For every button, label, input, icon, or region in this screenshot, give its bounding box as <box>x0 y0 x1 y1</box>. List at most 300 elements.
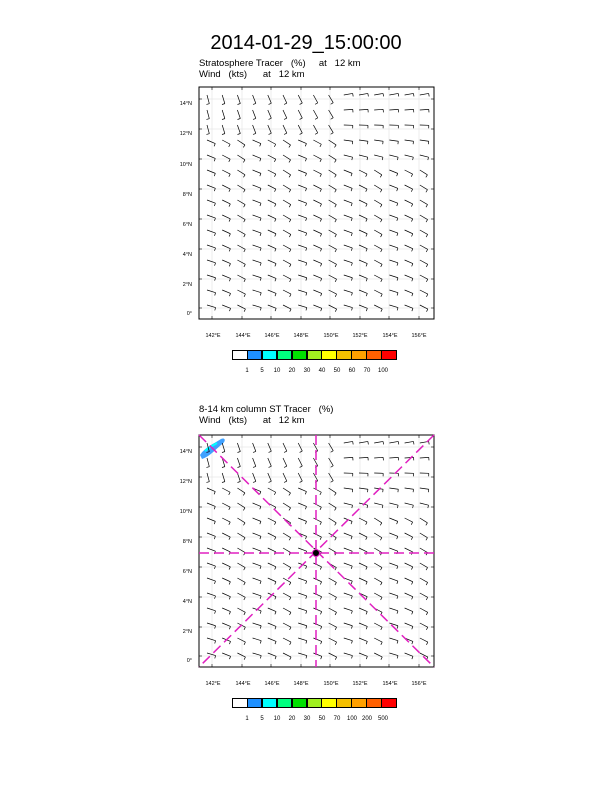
wind-barb <box>313 533 321 537</box>
wind-barb <box>214 492 215 495</box>
colorbar-label: 20 <box>288 368 296 374</box>
wind-barb <box>329 488 337 493</box>
wind-barb <box>344 638 353 641</box>
wind-barb <box>335 568 337 571</box>
wind-barb <box>207 608 216 611</box>
wind-barb <box>313 518 321 522</box>
wind-barb <box>405 488 414 489</box>
colorbar-swatch <box>262 698 278 708</box>
wind-barb <box>313 638 321 641</box>
colorbar-swatch <box>351 698 367 708</box>
wind-barb <box>351 626 352 629</box>
colorbar-swatch <box>336 698 352 708</box>
wind-barb <box>381 657 382 660</box>
wind-barb <box>260 521 261 524</box>
wind-barb <box>222 608 230 612</box>
wind-barb <box>405 548 413 552</box>
lat-label: 10°N <box>179 509 192 515</box>
wind-barb <box>351 596 352 599</box>
wind-barb <box>397 596 398 599</box>
lat-label: 12°N <box>179 131 192 137</box>
wind-barb <box>380 568 382 571</box>
wind-barb <box>389 593 398 596</box>
wind-barb <box>398 441 399 444</box>
wind-barb <box>331 451 334 453</box>
panel2-wind-label: Wind (kts) at 12 km <box>199 415 305 426</box>
lat-label: 12°N <box>179 479 192 485</box>
wind-barb <box>426 612 427 615</box>
wind-barb <box>260 536 261 539</box>
lon-label: 156°E <box>411 681 427 687</box>
wind-barb <box>275 641 276 644</box>
wind-barb <box>405 503 414 505</box>
lon-label: 152°E <box>352 333 368 339</box>
colorbar-label: 1 <box>245 716 249 722</box>
wind-barb <box>222 473 225 482</box>
wind-barb <box>321 641 322 644</box>
wind-barb <box>366 612 367 615</box>
wind-barb <box>207 653 216 656</box>
wind-barb <box>397 536 398 539</box>
lon-label: 142°E <box>205 681 221 687</box>
wind-barb <box>206 482 209 483</box>
wind-barb <box>298 458 302 466</box>
wind-barb <box>283 638 291 642</box>
colorbar-label: 200 <box>361 716 372 722</box>
wind-barb <box>243 493 245 496</box>
wind-barb <box>229 522 230 525</box>
colorbar-swatch <box>232 698 248 708</box>
wind-barb <box>283 608 291 612</box>
wind-barb <box>335 657 336 660</box>
wind-barb <box>306 641 307 644</box>
wind-barb <box>383 441 384 444</box>
lat-label: 0° <box>186 311 192 317</box>
wind-barb <box>426 627 427 630</box>
wind-barb <box>344 488 353 489</box>
wind-barb <box>351 536 352 539</box>
wind-barb <box>374 441 383 443</box>
wind-barb <box>229 612 230 615</box>
wind-barb <box>244 657 245 660</box>
wind-barb <box>289 612 290 615</box>
wind-barb <box>215 611 216 614</box>
colorbar-label: 60 <box>348 368 356 374</box>
wind-barb <box>237 593 245 597</box>
panel2-field-label: 8-14 km column ST Tracer (%) <box>199 404 334 415</box>
wind-barb <box>331 466 334 468</box>
wind-barb <box>237 638 245 642</box>
wind-barb <box>420 457 429 458</box>
lon-label: 150°E <box>323 333 339 339</box>
wind-barb <box>290 657 291 660</box>
wind-barb <box>305 536 306 539</box>
wind-barb <box>344 608 353 611</box>
wind-barb <box>344 563 352 566</box>
wind-barb <box>351 581 352 584</box>
wind-barb <box>283 653 291 657</box>
wind-barb <box>253 653 262 656</box>
wind-barb <box>214 566 215 569</box>
wind-barb <box>298 623 307 626</box>
wind-barb <box>298 638 307 641</box>
colorbar-swatch <box>381 698 397 708</box>
wind-barb <box>305 492 306 495</box>
wind-barb <box>405 441 414 443</box>
lon-label: 146°E <box>264 681 280 687</box>
wind-barb <box>222 593 230 597</box>
wind-barb <box>334 493 336 496</box>
wind-barb <box>222 623 230 626</box>
wind-barb <box>320 507 321 510</box>
lon-label: 146°E <box>264 333 280 339</box>
wind-barb <box>359 488 368 489</box>
wind-barb <box>411 537 412 540</box>
wind-barb <box>335 642 336 645</box>
wind-barb <box>426 597 427 600</box>
wind-barb <box>237 443 240 452</box>
colorbar-label: 5 <box>260 716 264 722</box>
wind-barb <box>389 578 397 581</box>
wind-barb <box>207 533 215 536</box>
wind-barb <box>253 533 261 536</box>
wind-barb <box>237 488 245 493</box>
wind-barb <box>222 503 230 507</box>
wind-barb <box>344 503 353 505</box>
lon-label: 154°E <box>382 333 398 339</box>
wind-barb <box>222 548 230 552</box>
wind-barb <box>207 488 215 492</box>
wind-barb <box>397 505 398 508</box>
panel1-wind-label: Wind (kts) at 12 km <box>199 69 305 80</box>
wind-barb <box>207 593 216 596</box>
wind-barb <box>389 503 398 505</box>
wind-barb <box>222 488 230 492</box>
wind-barb <box>412 656 413 659</box>
wind-barb <box>207 563 215 566</box>
wind-barb <box>420 578 428 582</box>
wind-barb <box>320 522 321 525</box>
wind-barb <box>275 612 276 615</box>
wind-barb <box>351 521 352 524</box>
wind-barb <box>321 656 322 659</box>
wind-barb <box>313 488 321 492</box>
wind-barb <box>207 548 215 551</box>
wind-barb <box>306 626 307 629</box>
wind-barb <box>374 653 382 657</box>
wind-barb <box>368 441 369 444</box>
wind-barb <box>298 488 306 492</box>
wind-barb <box>329 458 334 466</box>
wind-barb <box>405 533 413 537</box>
colorbar-label: 20 <box>288 716 296 722</box>
wind-barb <box>367 505 368 508</box>
wind-barb <box>215 596 216 599</box>
wind-barb <box>359 441 368 443</box>
wind-barb <box>283 548 291 553</box>
colorbar-label: 100 <box>377 368 388 374</box>
wind-barb <box>260 641 261 644</box>
wind-barb <box>268 623 276 626</box>
wind-barb <box>243 508 245 511</box>
wind-barb <box>222 452 225 453</box>
wind-barb <box>244 627 245 630</box>
wind-barb <box>429 441 430 444</box>
wind-barb <box>389 457 398 458</box>
wind-barb <box>244 582 245 585</box>
wind-barb <box>215 641 216 644</box>
wind-barb <box>335 538 337 541</box>
wind-barb <box>313 563 321 567</box>
wind-barb <box>320 612 321 615</box>
wind-barb <box>268 533 276 537</box>
lat-label: 6°N <box>182 222 192 228</box>
wind-barb <box>306 611 307 614</box>
wind-barb <box>237 458 240 467</box>
wind-barb <box>253 458 256 466</box>
wind-barb <box>289 568 291 571</box>
wind-barb <box>397 581 398 584</box>
wind-barb <box>313 578 321 582</box>
wind-barb <box>420 503 429 505</box>
colorbar-swatch <box>277 698 293 708</box>
wind-barb <box>244 612 245 615</box>
lat-label: 4°N <box>182 599 192 605</box>
colorbar-label: 1 <box>245 368 249 374</box>
wind-barb <box>253 466 256 467</box>
wind-barb <box>381 582 382 585</box>
wind-barb <box>305 521 306 524</box>
wind-barb <box>411 522 412 525</box>
wind-barb <box>222 518 230 522</box>
wind-barb <box>253 623 262 626</box>
wind-barb <box>298 578 306 581</box>
wind-barb <box>298 518 306 521</box>
wind-barb <box>389 653 398 656</box>
wind-barb <box>335 508 337 511</box>
wind-barb <box>389 441 398 443</box>
wind-barb <box>344 533 352 536</box>
wind-barb <box>253 548 261 551</box>
colorbar-label: 5 <box>260 368 264 374</box>
wind-barb <box>237 578 245 582</box>
wind-barb <box>353 441 354 444</box>
wind-barb <box>374 518 382 523</box>
lon-label: 144°E <box>235 333 251 339</box>
wind-barb <box>426 568 428 571</box>
colorbar-label: 50 <box>333 368 341 374</box>
wind-barb <box>313 623 321 626</box>
wind-barb <box>275 656 276 659</box>
wind-barb <box>260 626 261 629</box>
wind-barb <box>244 642 245 645</box>
wind-barb <box>374 593 382 597</box>
wind-barb <box>237 452 240 453</box>
wind-barb <box>289 538 291 541</box>
wind-barb <box>268 518 276 522</box>
panel2-colorbar <box>232 698 396 708</box>
wind-barb <box>366 582 367 585</box>
wind-barb <box>298 548 306 551</box>
wind-barb <box>283 458 287 466</box>
valid-time-title: 2014-01-29_15:00:00 <box>210 32 402 54</box>
wind-barb <box>313 593 321 597</box>
colorbar-swatch <box>366 698 382 708</box>
wind-barb <box>290 642 291 645</box>
wind-barb <box>374 548 382 553</box>
wind-barb <box>389 548 397 551</box>
wind-barb <box>214 536 215 539</box>
lat-label: 8°N <box>182 192 192 198</box>
lat-label: 0° <box>186 658 192 664</box>
wind-barb <box>366 537 367 540</box>
colorbar-label: 100 <box>346 716 357 722</box>
wind-barb <box>374 457 383 458</box>
colorbar-swatch <box>307 698 323 708</box>
wind-barb <box>344 441 353 443</box>
wind-barb <box>229 582 230 585</box>
wind-barb <box>397 521 398 524</box>
wind-barb <box>335 612 336 615</box>
wind-barb <box>222 533 230 537</box>
wind-barb <box>237 473 240 482</box>
wind-barb <box>405 578 413 582</box>
wind-barb <box>284 451 287 452</box>
colorbar-label: 30 <box>303 716 311 722</box>
wind-barb <box>207 638 216 641</box>
wind-barb <box>389 533 397 536</box>
wind-barb <box>207 473 209 482</box>
wind-barb <box>275 537 276 540</box>
wind-barb <box>389 488 398 489</box>
wind-barb <box>253 503 261 506</box>
wind-barb <box>320 537 321 540</box>
wind-barb <box>244 568 246 571</box>
wind-barb <box>260 596 261 599</box>
colorbar-label: 40 <box>318 368 326 374</box>
wind-barb <box>268 608 276 612</box>
lat-label: 4°N <box>182 252 192 258</box>
lon-label: 148°E <box>293 333 309 339</box>
wind-barb <box>428 505 429 508</box>
wind-barb <box>298 608 307 611</box>
wind-barb <box>207 458 209 467</box>
wind-barb <box>381 597 382 600</box>
wind-barb <box>253 638 262 641</box>
wind-barb <box>335 627 336 630</box>
wind-barb <box>260 611 261 614</box>
wind-barb <box>284 481 287 482</box>
wind-barb <box>389 518 397 521</box>
wind-barb <box>381 627 382 630</box>
wind-barb <box>206 467 209 468</box>
wind-barb <box>275 582 276 585</box>
wind-barb <box>274 522 275 525</box>
wind-barb <box>335 582 336 585</box>
wind-barb <box>344 593 353 596</box>
wind-barb <box>253 518 261 521</box>
wind-barb <box>222 443 225 452</box>
wind-barb <box>290 627 291 630</box>
colorbar-label: 70 <box>333 716 341 722</box>
wind-barb <box>260 492 261 495</box>
wind-barb <box>405 623 413 626</box>
wind-barb <box>222 467 225 468</box>
wind-barb <box>374 638 382 642</box>
lon-label: 148°E <box>293 681 309 687</box>
wind-barb <box>283 593 291 597</box>
wind-barb <box>243 523 245 526</box>
wind-barb <box>222 563 230 567</box>
wind-barb <box>412 641 413 644</box>
wind-barb <box>306 596 307 599</box>
wind-barb <box>298 593 307 596</box>
colorbar-label: 50 <box>318 716 326 722</box>
lat-label: 6°N <box>182 569 192 575</box>
wind-barb <box>381 642 382 645</box>
wind-barb <box>397 611 398 614</box>
colorbar-swatch <box>247 698 263 708</box>
wind-barb <box>253 593 262 596</box>
lon-label: 156°E <box>411 333 427 339</box>
colorbar-label: 70 <box>363 368 371 374</box>
lat-label: 14°N <box>179 449 192 455</box>
wind-barb <box>306 581 307 584</box>
wind-barb <box>313 608 321 612</box>
lon-label: 152°E <box>352 681 368 687</box>
wind-barb <box>413 505 414 508</box>
wind-barb <box>420 638 428 642</box>
wind-barb <box>268 578 276 582</box>
wind-barb <box>274 492 275 495</box>
lon-label: 150°E <box>323 681 339 687</box>
wind-barb <box>344 548 352 551</box>
wind-barb <box>289 493 291 496</box>
colorbar-swatch <box>321 698 337 708</box>
wind-barb <box>214 581 215 584</box>
wind-barb <box>283 488 291 493</box>
wind-barb <box>351 611 352 614</box>
center-marker <box>313 550 320 557</box>
wind-barb <box>380 538 382 541</box>
wind-barb <box>283 578 291 582</box>
wind-barb <box>244 597 245 600</box>
wind-barb <box>237 548 245 553</box>
wind-barb <box>389 563 397 566</box>
colorbar-label: 500 <box>377 716 388 722</box>
wind-barb <box>366 656 367 659</box>
wind-barb <box>366 522 367 525</box>
wind-barb <box>222 482 225 483</box>
wind-barb <box>405 518 413 522</box>
wind-barb <box>244 538 246 541</box>
wind-barb <box>359 457 368 458</box>
wind-barb <box>420 548 428 553</box>
wind-barb <box>229 656 230 659</box>
wind-barb <box>284 466 287 467</box>
wind-barb <box>405 608 413 612</box>
wind-barb <box>268 488 276 492</box>
wind-barb <box>397 641 398 644</box>
wind-barb <box>289 582 290 585</box>
wind-barb <box>389 638 398 641</box>
wind-barb <box>412 612 413 615</box>
wind-barb <box>237 653 245 657</box>
wind-barb <box>306 566 307 569</box>
wind-barb <box>253 451 256 452</box>
wind-barb <box>412 582 413 585</box>
wind-barb <box>397 566 398 569</box>
